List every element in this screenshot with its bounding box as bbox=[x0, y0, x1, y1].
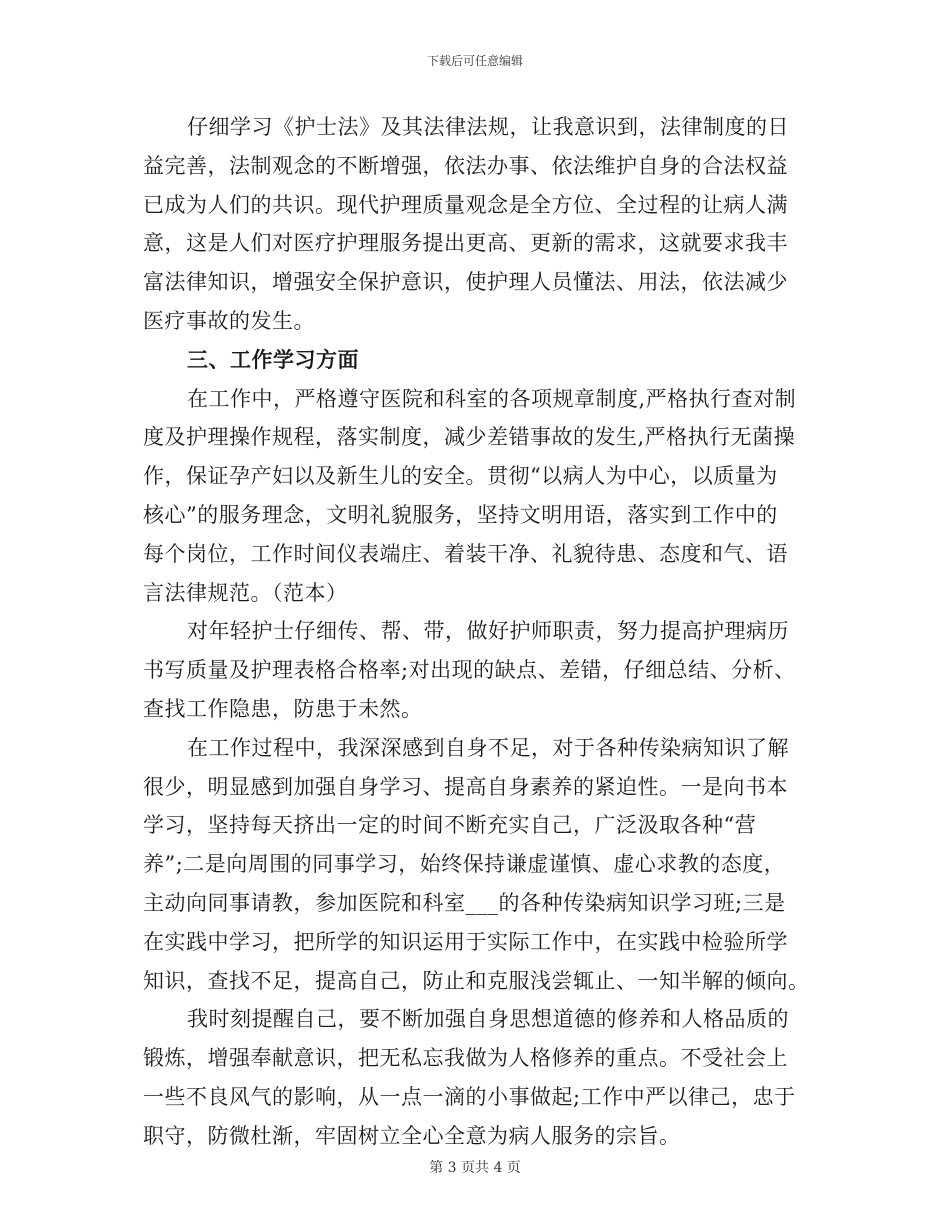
text-line: 学习，坚持每天挤出一定的时间不断充实自己，广泛汲取各种“营 bbox=[143, 813, 757, 838]
text-line: 在实践中学习，把所学的知识运用于实际工作中，在实践中检验所学 bbox=[143, 929, 788, 954]
text-line: 对年轻护士仔细传、帮、带，做好护师职责，努力提高护理病历 bbox=[187, 619, 789, 644]
text-line: 知识，查找不足，提高自己，防止和克服浅尝辄止、一知半解的倾向。 bbox=[143, 968, 810, 993]
text-line: 养”;二是向周围的同事学习，始终保持谦虚谨慎、虚心求教的态度， bbox=[143, 852, 786, 877]
text-line: 每个岗位，工作时间仪表端庄、着装干净、礼貌待患、态度和气、语 bbox=[143, 541, 788, 566]
text-line: 在工作中，严格遵守医院和科室的各项规章制度,严格执行查对制 bbox=[187, 386, 797, 411]
text-line: 在工作过程中，我深深感到自身不足，对于各种传染病知识了解 bbox=[187, 735, 789, 760]
text-line: 富法律知识，增强安全保护意识，使护理人员懂法、用法，依法减少 bbox=[143, 270, 788, 295]
page-header: 下载后可任意编辑 bbox=[426, 54, 523, 68]
text-line: 核心”的服务理念，文明礼貌服务，坚持文明用语，落实到工作中的 bbox=[143, 502, 778, 527]
text-line: 查找工作隐患，防患于未然。 bbox=[143, 696, 423, 721]
section-heading: 三、工作学习方面 bbox=[187, 347, 359, 372]
page-footer: 第 3 页共 4 页 bbox=[429, 1160, 521, 1176]
text-line: 很少，明显感到加强自身学习、提高自身素养的紧迫性。一是向书本 bbox=[143, 774, 788, 799]
text-line: 锻炼，增强奉献意识，把无私忘我做为人格修养的重点。不受社会上 bbox=[143, 1046, 788, 1071]
text-line: 言法律规范。（范本） bbox=[143, 580, 348, 605]
text-line: 作，保证孕产妇以及新生儿的安全。贯彻“以病人为中心，以质量为 bbox=[143, 464, 778, 489]
document-body bbox=[143, 108, 810, 1156]
text-line: 一些不良风气的影响，从一点一滴的小事做起;工作中严以律己，忠于 bbox=[143, 1084, 796, 1109]
text-line: 职守，防微杜渐，牢固树立全心全意为病人服务的宗旨。 bbox=[143, 1123, 681, 1148]
text-line: 仔细学习《护士法》及其法律法规，让我意识到，法律制度的日 bbox=[187, 115, 789, 139]
text-line: 书写质量及护理表格合格率;对出现的缺点、差错，仔细总结、分析、 bbox=[143, 658, 796, 683]
text-line: 已成为人们的共识。现代护理质量观念是全方位、全过程的让病人满 bbox=[143, 192, 788, 217]
text-line: 益完善，法制观念的不断增强，依法办事、依法维护自身的合法权益 bbox=[143, 153, 788, 178]
text-line: 主动向同事请教，参加医院和科室___的各种传染病知识学习班;三是 bbox=[143, 890, 786, 915]
text-line: 度及护理操作规程，落实制度，减少差错事故的发生,严格执行无菌操 bbox=[143, 425, 796, 450]
text-line: 我时刻提醒自己，要不断加强自身思想道德的修养和人格品质的 bbox=[187, 1007, 789, 1032]
text-line: 意，这是人们对医疗护理服务提出更高、更新的需求，这就要求我丰 bbox=[143, 231, 788, 256]
text-line: 医疗事故的发生。 bbox=[143, 308, 315, 333]
